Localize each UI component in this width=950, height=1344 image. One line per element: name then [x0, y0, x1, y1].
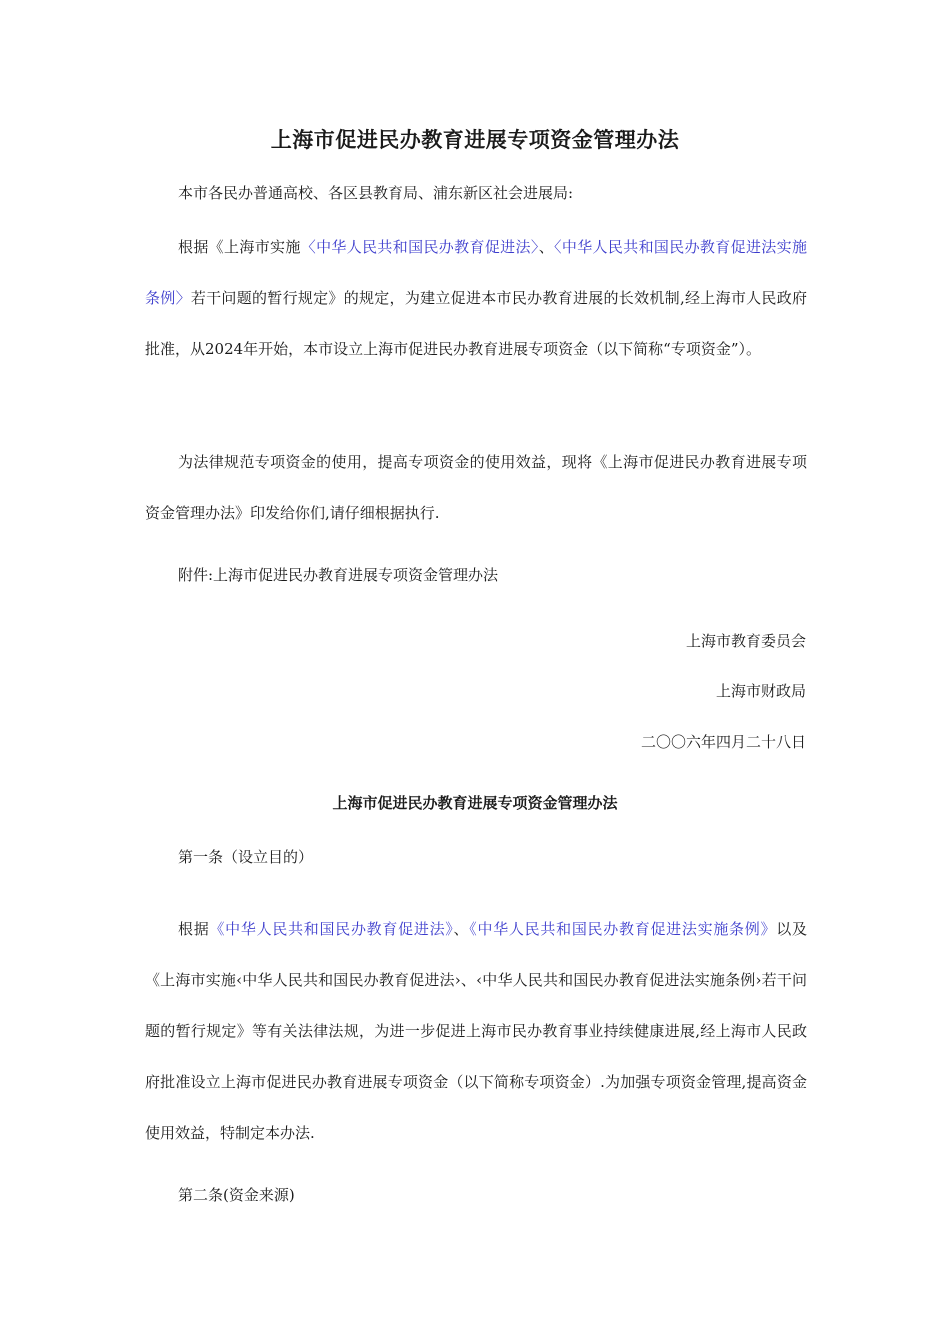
salutation: 本市各民办普通高校、各区县教育局、浦东新区社会进展局: — [178, 184, 574, 202]
document-title: 上海市促进民办教育进展专项资金管理办法 — [270, 127, 680, 152]
law-link-3[interactable]: 《中华人民共和国民办教育促进法》 — [209, 920, 454, 938]
article1-heading: 第一条（设立目的） — [178, 848, 314, 866]
issuer-finance-bureau: 上海市财政局 — [715, 682, 806, 700]
article2-heading: 第二条(资金来源) — [178, 1186, 295, 1204]
article1-body: 根据《中华人民共和国民办教育促进法》、《中华人民共和国民办教育促进法实施条例》以及《上海市实施‹中华人民共和国民办教育促进法›、‹中华人民共和国民办教育促进法实施条例›若干问题的暂行规定》等有关法律法规，为进一步促进上海市民办教育事业持续健康进展,经上海市人民政府批准设立上海市促进民办教育进展专项资金（以下简称专项资金）.为加强专项资金管理,提高资金使用效益，特制定本办法. — [145, 920, 807, 1142]
law-link-4[interactable]: 《中华人民共和国民办教育促进法实施条例》 — [469, 920, 777, 938]
law-link-1[interactable]: 〈中华人民共和国民办教育促进法〉 — [300, 238, 539, 256]
document-subtitle: 上海市促进民办教育进展专项资金管理办法 — [332, 794, 618, 812]
paragraph-purpose: 为法律规范专项资金的使用，提高专项资金的使用效益，现将《上海市促进民办教育进展专项资金管理办法》印发给你们,请仔细根据执行. — [145, 453, 807, 522]
issuer-education-commission: 上海市教育委员会 — [685, 632, 806, 650]
attachment-line: 附件:上海市促进民办教育进展专项资金管理办法 — [178, 566, 499, 584]
law-link-2[interactable]: 〈中华人民共和国民办教育促进法实施条例〉 — [145, 238, 807, 307]
paragraph-intro: 根据《上海市实施〈中华人民共和国民办教育促进法〉、〈中华人民共和国民办教育促进法实施条例〉若干问题的暂行规定》的规定，为建立促进本市民办教育进展的长效机制,经上海市人民政府批准，从2024年开始，本市设立上海市促进民办教育进展专项资金（以下简称“专项资金”）。 — [145, 238, 807, 358]
issue-date: 二〇〇六年四月二十八日 — [640, 733, 806, 751]
